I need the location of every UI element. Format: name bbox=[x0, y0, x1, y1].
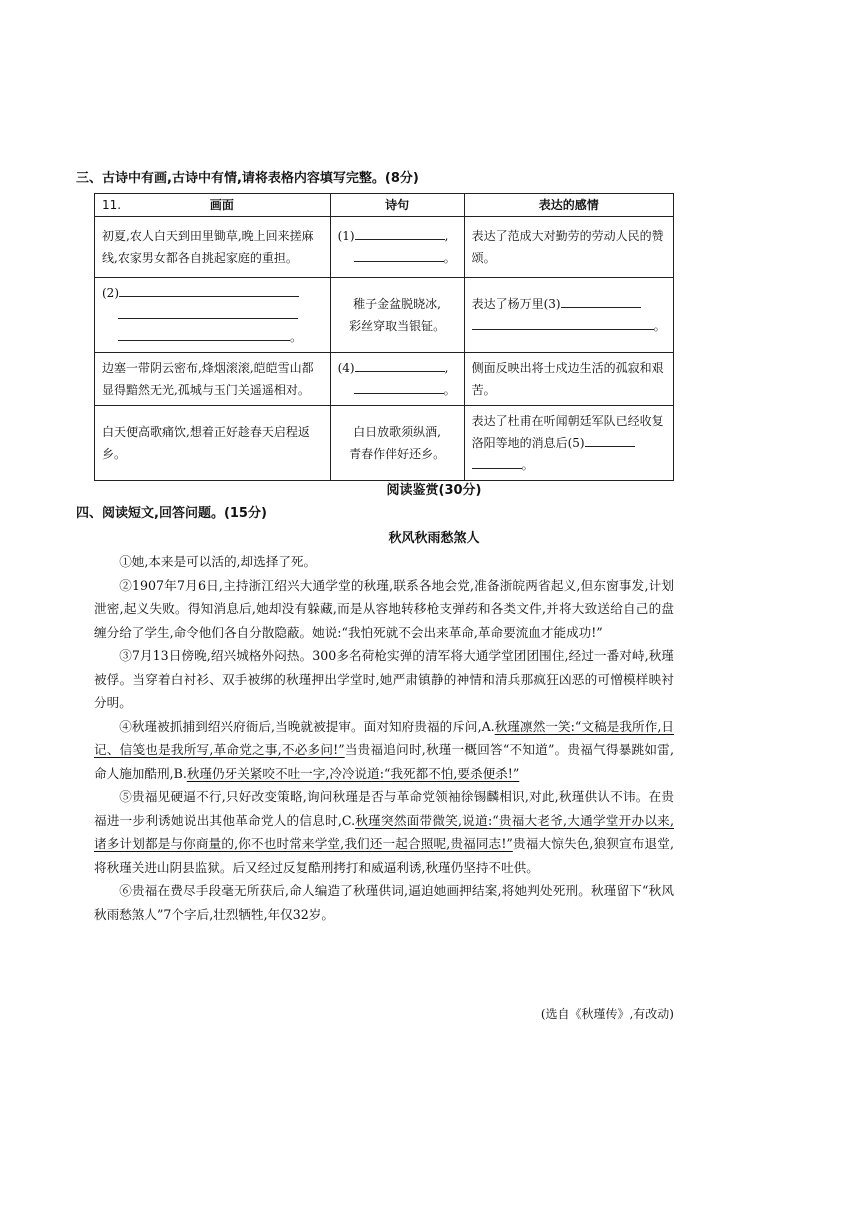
answer-blank-3a[interactable] bbox=[561, 293, 641, 308]
section4-title: 四、阅读短文,回答问题。(15分) bbox=[76, 506, 267, 521]
section3-title: 三、古诗中有画,古诗中有情,请将表格内容填写完整。(8分) bbox=[76, 171, 419, 186]
underlined-sentence-a: 秋瑾凛然一笑:“文稿是我所作,日记、信笺也是我所写,革命党之事,不必多问!” bbox=[94, 718, 675, 757]
table-row bbox=[95, 278, 674, 353]
verse-line: 彩丝穿取当银钲。 bbox=[349, 319, 446, 333]
reading-section-title: 阅读鉴赏(30分) bbox=[386, 483, 482, 498]
paragraph-2: ②1907年7月6日,主持浙江绍兴大通学堂的秋瑾,联系各地会党,准备浙皖两省起义,但东窗事发,计划泄密,起义失败。得知消息后,她却没有躲藏,而是从容地转移枪支弹药和各类文件,并将大致送给自己的盘缠分给了学生,命令他们各自分散隐蔽。她说:“我怕死就不会出来革命,革命要流血才能成功!” bbox=[94, 577, 674, 640]
article-body bbox=[94, 550, 674, 926]
paragraph-6: ⑥贵福在费尽手段毫无所获后,命人编造了秋瑾供词,逼迫她画押结案,将她判处死刑。秋瑾留下“秋风秋雨愁煞人”7个字后,壮烈牺牲,年仅32岁。 bbox=[94, 883, 674, 922]
period: 。 bbox=[290, 330, 303, 344]
table-row bbox=[95, 406, 674, 481]
blank-label-1: (1) bbox=[337, 229, 355, 243]
emotion-prefix: 表达了杨万里(3) bbox=[471, 297, 561, 311]
verse-line: 青春作伴好还乡。 bbox=[349, 447, 446, 461]
answer-blank-3b[interactable] bbox=[472, 315, 654, 330]
emotion-cell bbox=[464, 278, 673, 353]
poem-table bbox=[94, 193, 674, 481]
verse-cell bbox=[330, 353, 464, 406]
comma: , bbox=[444, 361, 449, 375]
period: 。 bbox=[653, 319, 666, 333]
paragraph-4-text: 当贵福追问时,秋瑾一概回答“不知道”。贵福气得暴跳如雷,命人施加酷刑,B. bbox=[94, 742, 674, 781]
paragraph-4 bbox=[94, 715, 674, 786]
verse-cell bbox=[330, 406, 464, 481]
header-scene-label: 画面 bbox=[209, 198, 234, 212]
comma: , bbox=[444, 229, 449, 243]
paragraph-5 bbox=[94, 785, 674, 879]
paragraph-1: ①她,本来是可以活的,却选择了死。 bbox=[119, 554, 317, 569]
answer-blank-4a[interactable] bbox=[355, 357, 445, 372]
answer-blank-5a[interactable] bbox=[585, 432, 635, 447]
emotion-cell: 表达了范成大对勤劳的劳动人民的赞颂。 bbox=[464, 217, 673, 278]
answer-blank-1a[interactable] bbox=[355, 225, 445, 240]
verse-line: 稚子金盆脱晓冰, bbox=[353, 297, 441, 311]
scene-cell: 白天便高歌痛饮,想着正好趁春天启程返乡。 bbox=[95, 406, 331, 481]
article-title: 秋风秋雨愁煞人 bbox=[388, 531, 480, 546]
question-number: 11. bbox=[102, 198, 122, 212]
verse-cell bbox=[330, 217, 464, 278]
header-verse: 诗句 bbox=[330, 194, 464, 217]
period: 。 bbox=[521, 458, 534, 472]
period: 。 bbox=[443, 251, 456, 265]
header-emotion: 表达的感情 bbox=[464, 194, 673, 217]
answer-blank-2a[interactable] bbox=[119, 282, 299, 297]
table-header-row bbox=[95, 194, 674, 217]
paragraph-4-text: ④秋瑾被抓捕到绍兴府衙后,当晚就被提审。面对知府贵福的斥问,A. bbox=[119, 718, 495, 734]
paragraph-5-text: 贵福大惊失色,狼狈宣布退堂,将秋瑾关进山阴县监狱。后又经过反复酷刑拷打和威逼利诱,秋瑾仍坚持不吐供。 bbox=[94, 836, 674, 875]
answer-blank-4b[interactable] bbox=[354, 379, 444, 394]
underlined-sentence-c: 秋瑾突然面带微笑,说道:“贵福大老爷,大通学堂开办以来,诸多计划都是与你商量的,你不也时常来学堂,我们还一起合照呢,贵福同志!” bbox=[94, 812, 674, 851]
scene-cell: 初夏,农人白天到田里锄草,晚上回来搓麻线,农家男女都各自挑起家庭的重担。 bbox=[95, 217, 331, 278]
table-row bbox=[95, 353, 674, 406]
blank-label-2: (2) bbox=[102, 286, 119, 300]
underlined-sentence-b: 秋瑾仍牙关紧咬不吐一字,冷冷说道:“我死都不怕,要杀便杀!” bbox=[186, 765, 520, 781]
table-row bbox=[95, 217, 674, 278]
scene-cell: 边塞一带阴云密布,烽烟滚滚,皑皑雪山都显得黯然无光,孤城与玉门关遥遥相对。 bbox=[95, 353, 331, 406]
paragraph-3: ③7月13日傍晚,绍兴城格外闷热。300多名荷枪实弹的清军将大通学堂团团围住,经过一番对峙,秋瑾被俘。当穿着白衬衫、双手被绑的秋瑾押出学堂时,她严肃镇静的神情和清兵那疯狂凶恶的可憎模样映衬分明。 bbox=[94, 648, 674, 710]
answer-blank-2c[interactable] bbox=[118, 326, 290, 341]
answer-blank-2b[interactable] bbox=[118, 304, 298, 319]
verse-line: 白日放歌须纵酒, bbox=[353, 425, 441, 439]
verse-cell bbox=[330, 278, 464, 353]
answer-blank-1b[interactable] bbox=[354, 247, 444, 262]
emotion-prefix: 表达了杜甫在听闻朝廷军队已经收复洛阳等地的消息后(5) bbox=[471, 414, 664, 450]
scene-cell bbox=[95, 278, 331, 353]
article-source: (选自《秋瑾传》,有改动) bbox=[540, 1007, 674, 1021]
blank-label-4: (4) bbox=[337, 361, 355, 375]
paragraph-5-text: ⑤贵福见硬逼不行,只好改变策略,询问秋瑾是否与革命党领袖徐锡麟相识,对此,秋瑾供认不讳。在贵福进一步利诱她说出其他革命党人的信息时,C. bbox=[94, 789, 674, 828]
emotion-cell: 侧面反映出将士戍边生活的孤寂和艰苦。 bbox=[464, 353, 673, 406]
emotion-cell bbox=[464, 406, 673, 481]
header-scene bbox=[95, 194, 331, 217]
answer-blank-5b[interactable] bbox=[472, 454, 522, 469]
period: 。 bbox=[443, 383, 456, 397]
